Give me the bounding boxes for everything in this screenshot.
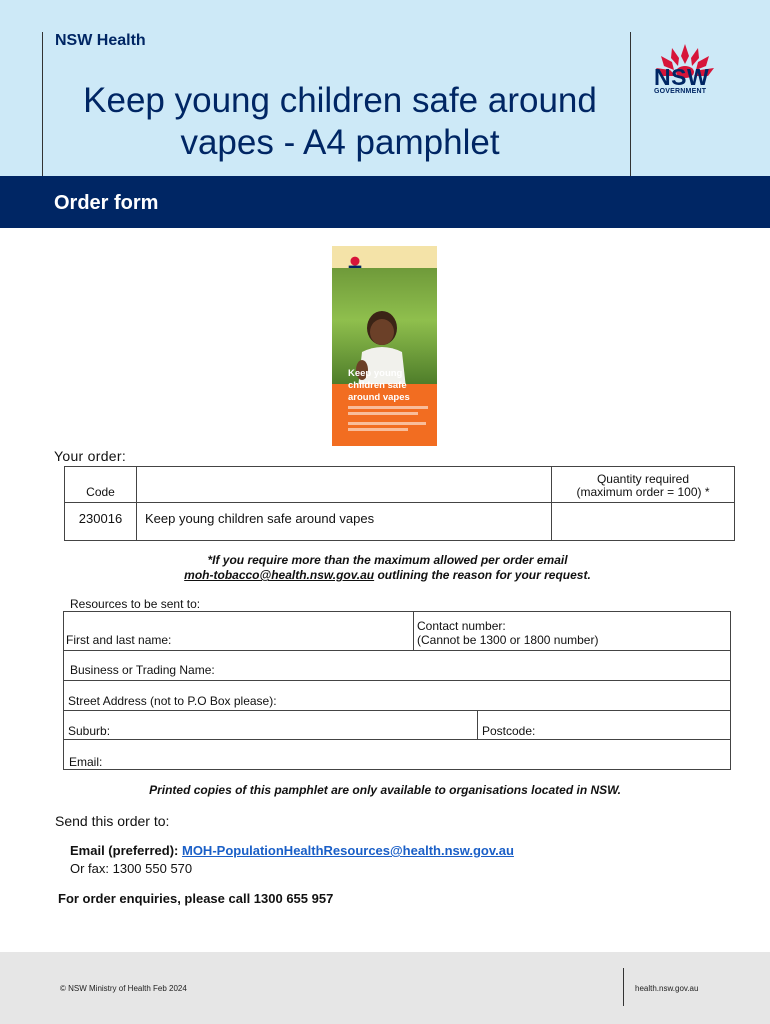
pamphlet-fine-print <box>348 422 426 425</box>
footer-divider <box>623 968 624 1006</box>
order-table-header <box>65 467 735 503</box>
column-header-code: Code <box>65 467 137 503</box>
your-order-heading: Your order: <box>54 448 127 464</box>
postcode-field[interactable]: Postcode: <box>482 724 536 738</box>
enquiries-phone: For order enquiries, please call 1300 655 957 <box>58 891 334 906</box>
send-order-heading: Send this order to: <box>55 813 170 829</box>
first-last-name-field[interactable]: First and last name: <box>66 633 172 647</box>
pamphlet-fine-print <box>348 406 428 409</box>
form-divider <box>63 680 731 681</box>
business-name-field[interactable]: Business or Trading Name: <box>70 663 215 677</box>
send-fax: Or fax: 1300 550 570 <box>70 861 193 876</box>
email-field[interactable]: Email: <box>69 755 103 769</box>
order-description-cell: Keep young children safe around vapes <box>137 503 552 541</box>
order-code-cell: 230016 <box>65 503 137 541</box>
contact-number-hint: (Cannot be 1300 or 1800 number) <box>417 633 599 647</box>
suburb-field[interactable]: Suburb: <box>68 724 111 738</box>
table-row <box>65 503 735 541</box>
send-email-link[interactable]: MOH-PopulationHealthResources@health.nsw.gov.au <box>181 843 514 858</box>
printed-copies-note: Printed copies of this pamphlet are only available to organisations located in NSW. <box>149 783 621 797</box>
quantity-input-cell[interactable] <box>552 503 735 541</box>
form-divider <box>63 739 731 740</box>
section-title: Order form <box>54 192 159 214</box>
header-divider-left <box>42 32 43 176</box>
note-email-link[interactable]: moh-tobacco@health.nsw.gov.au <box>184 568 375 582</box>
page-title: Keep young children safe around vapes - A4 pamphlet <box>83 81 597 162</box>
nsw-logo-wordmark: NSW <box>654 64 710 90</box>
pamphlet-fine-print <box>348 412 418 415</box>
pamphlet-photo <box>332 268 437 384</box>
note-line2: outlining the reason for your request. <box>374 568 591 582</box>
contact-number-field[interactable]: Contact number: <box>417 619 506 633</box>
resources-heading: Resources to be sent to: <box>70 597 201 611</box>
pamphlet-fine-print <box>348 428 408 431</box>
header-divider-right <box>630 32 631 176</box>
qty-header-line2: (maximum order = 100) * <box>576 485 710 499</box>
nsw-logo-government: GOVERNMENT <box>654 88 707 95</box>
column-header-description <box>137 467 552 503</box>
pamphlet-cover-image <box>332 246 437 446</box>
qty-header-line1: Quantity required <box>596 472 690 486</box>
form-column-divider <box>413 611 414 650</box>
brand-name: NSW Health <box>55 32 146 49</box>
send-email-label: Email (preferred): <box>70 843 182 858</box>
note-line1: *If you require more than the maximum allowed per order email <box>207 553 568 567</box>
street-address-field[interactable]: Street Address (not to P.O Box please): <box>68 694 277 708</box>
form-divider <box>63 650 731 651</box>
footer-copyright: © NSW Ministry of Health Feb 2024 <box>60 984 187 993</box>
pamphlet-cover-title: Keep young children safe around vapes <box>348 368 410 403</box>
column-header-quantity <box>552 467 735 503</box>
footer-website-link[interactable]: health.nsw.gov.au <box>635 984 699 993</box>
max-order-note <box>100 553 675 583</box>
form-divider <box>63 710 731 711</box>
form-column-divider <box>477 710 478 739</box>
order-table <box>64 466 735 541</box>
send-email-line <box>70 843 514 858</box>
